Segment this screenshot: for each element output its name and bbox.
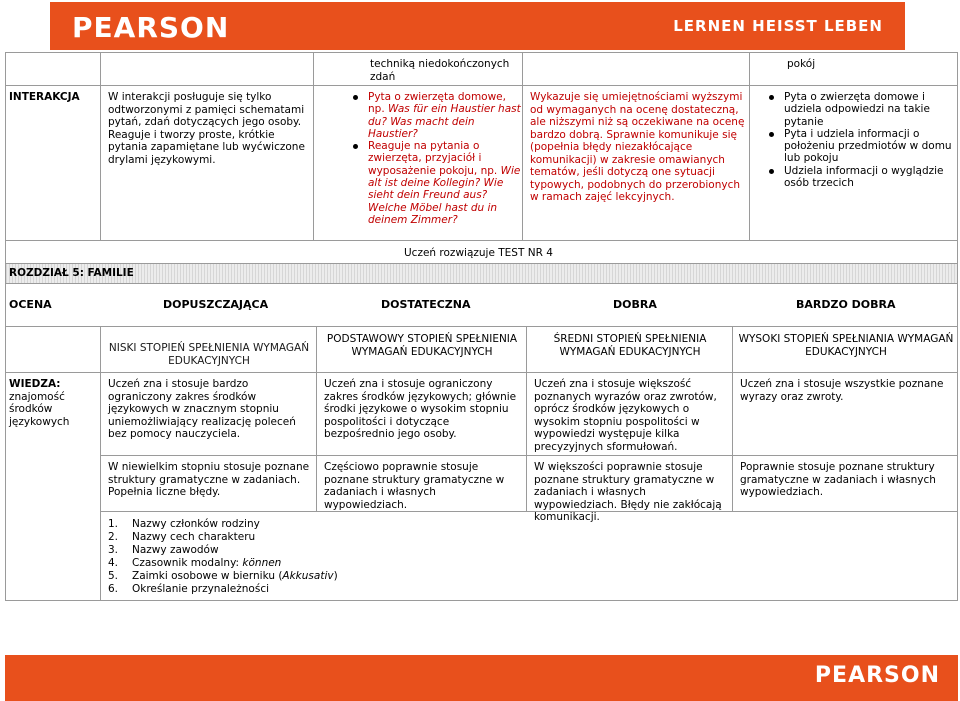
wiedza-r1-c4: Uczeń zna i stosuje większość poznanych wyrazów oraz zwrotów, oprócz środków językowych o wysokim stopniu pospolitości w wypowiedzi występuje kilka precyzyjnych sformułowań. <box>534 378 717 453</box>
grade-dostateczna: DOSTATECZNA <box>381 298 471 311</box>
level-niski: NISKI STOPIEŃ SPEŁNIENIA WYMAGAŃ EDUKACYJNYCH <box>108 342 310 367</box>
grid-line <box>957 52 958 600</box>
test-line: Uczeń rozwiązuje TEST NR 4 <box>404 247 553 259</box>
grid-line <box>316 326 317 511</box>
grid-line <box>5 283 958 284</box>
chapter-title: ROZDZIAŁ 5: FAMILIE <box>9 267 134 279</box>
slogan: LERNEN HEISST LEBEN <box>673 17 883 35</box>
grid-line <box>100 326 101 600</box>
grid-line <box>732 326 733 511</box>
wiedza-label-bold: WIEDZA: <box>9 378 61 390</box>
grid-line <box>526 326 527 511</box>
grade-ocena: OCENA <box>9 298 52 311</box>
list-item: 4. Czasownik modalny: können <box>108 557 282 569</box>
footer-banner <box>5 655 958 701</box>
grid-line <box>5 85 958 86</box>
wiedza-label-rest: znajomość środków językowych <box>9 390 70 428</box>
grid-line <box>5 52 6 600</box>
list-item: Pyta o zwierzęta domowe i udziela odpowiedzi na takie pytanie <box>768 91 954 128</box>
list-item: Pyta i udziela informacji o położeniu przedmiotów w domu lub pokoju <box>768 128 954 165</box>
wiedza-r2-c4: W większości poprawnie stosuje poznane struktury gramatyczne w zadaniach i własnych wypowiedziach. Błędy nie zakłócają komunikacji. <box>534 461 722 523</box>
list-item-example: Was für ein Haustier hast du? Was macht dein Haustier? <box>368 103 521 140</box>
list-item: 6. Określanie przynależności <box>108 583 270 595</box>
list-item: 5. Zaimki osobowe w bierniku (Akkusativ) <box>108 570 338 582</box>
list-item <box>352 140 522 226</box>
interakcja-col3-list <box>352 91 522 226</box>
grid-line <box>5 372 958 373</box>
pearson-logo: PEARSON <box>72 11 230 44</box>
list-item: Udziela informacji o wyglądzie osób trzecich <box>768 165 954 190</box>
interakcja-col5-list <box>768 91 954 189</box>
wiedza-r1-c2: Uczeń zna i stosuje bardzo ograniczony zakres środków językowych w znacznym stopniu uniemożliwiający realizację poleceń bez pomocy nauczyciela. <box>108 378 296 440</box>
grid-line <box>100 52 101 240</box>
list-item: 1. Nazwy członków rodziny <box>108 518 260 530</box>
grade-dobra: DOBRA <box>613 298 657 311</box>
wiedza-r1-c5: Uczeń zna i stosuje wszystkie poznane wyrazy oraz zwroty. <box>740 378 944 403</box>
grid-line <box>5 600 958 601</box>
chapter-topics-list <box>108 518 338 596</box>
grade-bardzo-dobra: BARDZO DOBRA <box>796 298 896 311</box>
list-item <box>352 91 522 140</box>
grid-line <box>5 240 958 241</box>
col5-tail-text: pokój <box>787 58 816 70</box>
list-item-example: Wie alt ist deine Kollegin? Wie sieht dein Freund aus? Welche Möbel hast du in deinem Zimmer? <box>368 164 521 226</box>
grid-line <box>522 52 523 240</box>
wiedza-label <box>9 378 99 428</box>
wiedza-r1-c3: Uczeń zna i stosuje ograniczony zakres środków językowych; głównie środki językowe o wysokim stopniu pospolitości i dotyczące bezpośrednio jego osoby. <box>324 378 517 440</box>
header-banner <box>50 2 905 50</box>
grid-line <box>313 52 314 240</box>
list-item: 2. Nazwy cech charakteru <box>108 531 256 543</box>
wiedza-r2-c3: Częściowo poprawnie stosuje poznane struktury gramatyczne w zadaniach i własnych wypowiedziach. <box>324 461 505 511</box>
level-sredni: ŚREDNI STOPIEŃ SPEŁNIENIA WYMAGAŃ EDUKACYJNYCH <box>553 333 707 358</box>
list-item-text: Pyta o zwierzęta domowe, np. <box>368 91 506 116</box>
interakcja-description: W interakcji posługuje się tylko odtworzonymi z pamięci schematami pytań, zdań dotyczących jego osoby. Reaguje i tworzy proste, krótkie pytania zapamiętane lub wyćwiczone drylami językowymi. <box>108 91 305 166</box>
list-item-text: Reaguje na pytania o zwierzęta, przyjaciół i wyposażenie pokoju, np. <box>368 140 498 177</box>
wiedza-r2-c2: W niewielkim stopniu stosuje poznane struktury gramatyczne w zadaniach. Popełnia liczne błędy. <box>108 461 310 498</box>
grid-line <box>5 326 958 327</box>
level-wysoki: WYSOKI STOPIEŃ SPEŁNIANIA WYMAGAŃ EDUKACYJNYCH <box>738 333 954 358</box>
wiedza-r2-c5: Poprawnie stosuje poznane struktury gramatyczne w zadaniach i własnych wypowiedziach. <box>740 461 936 498</box>
pearson-footer-logo: PEARSON <box>814 663 940 688</box>
chapter-title-band <box>6 264 957 283</box>
interakcja-label: INTERAKCJA <box>9 91 80 103</box>
grid-line <box>5 52 958 53</box>
grid-line <box>100 511 958 512</box>
level-podstawowy: PODSTAWOWY STOPIEŃ SPEŁNIENIA WYMAGAŃ EDUKACYJNYCH <box>326 333 518 358</box>
grid-line <box>100 455 958 456</box>
grid-line <box>749 52 750 240</box>
grade-dopuszczajaca: DOPUSZCZAJĄCA <box>163 298 269 311</box>
col2-tail-text: techniką niedokończonych zdań <box>370 58 510 83</box>
interakcja-col4-text: Wykazuje się umiejętnościami wyższymi od wymaganych na ocenę dostateczną, ale niższymi niż są oczekiwane na ocenę bardzo dobrą. Sprawnie komunikuje się (popełnia błędy niezakłócające komunikacji) w zakresie omawianych tematów, jeśli dotyczą one sytuacji typowych, podobnych do przerobionych w ramach zajęć lekcyjnych. <box>530 91 745 203</box>
list-item: 3. Nazwy zawodów <box>108 544 219 556</box>
